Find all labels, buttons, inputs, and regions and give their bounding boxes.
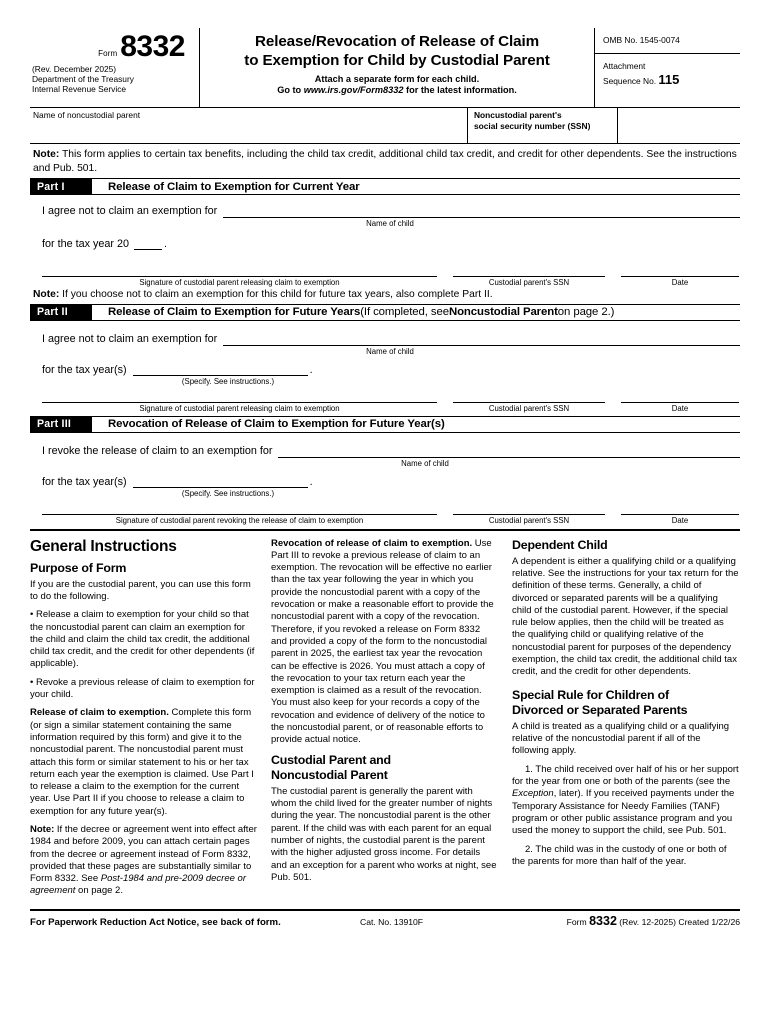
part-1-badge: Part I [30, 179, 92, 194]
part-1-body [30, 195, 740, 303]
noncustodial-ssn-field[interactable] [618, 108, 740, 143]
part-2-title-paren-a: (If completed, see [360, 306, 449, 319]
part-2-title-paren-b: on page 2.) [557, 306, 615, 319]
top-note [30, 144, 740, 178]
special-rule-item-1 [512, 764, 739, 838]
department-line-1: Department of the Treasury [32, 74, 134, 84]
form-number: 8332 [120, 30, 185, 63]
attachment-label: Attachment [603, 61, 646, 71]
purpose-intro-paragraph: If you are the custodial parent, you can use this form to do the following. [30, 578, 251, 602]
instructions-column-3 [512, 538, 739, 904]
form-revision-date: (Rev. December 2025) [32, 64, 117, 74]
special-rule-item-2: 2. The child was in the custody of one or both of the parents for more than half of the year. [512, 843, 727, 867]
part-3-revoke-label: I revoke the release of claim to an exemption for [42, 444, 273, 457]
footer-form-suffix: (Rev. 12-2025) Created 1/22/26 [619, 916, 740, 927]
part-1-date-caption: Date [671, 278, 689, 288]
part-2-agree-label: I agree not to claim an exemption for [42, 332, 218, 345]
part-3-taxyear-label: for the tax year(s) [42, 475, 127, 488]
form-number-block [32, 30, 193, 63]
part-3-signature-block [42, 514, 437, 525]
form-page [30, 28, 740, 1003]
part-3-body [30, 433, 740, 525]
decree-note-text-a: If the decree or agreement went into effect after 1984 and before 2009, you can attach certain pages from the decree or agreement instead of Form 8332, provided that these pages are substantially similar to Form 8332. See [30, 824, 257, 885]
custodial-parent-heading [271, 753, 498, 783]
attachment-sequence-block [595, 54, 740, 107]
top-note-text: This form applies to certain tax benefits, including the child tax credit, additional child tax credit, and credit for other dependents. See the instructions and Pub. 501. [33, 149, 737, 174]
top-note-label: Note: [33, 149, 60, 160]
purpose-of-form-heading: Purpose of Form [30, 560, 127, 575]
part-3-revoke-row [30, 445, 740, 458]
general-instructions-heading: General Instructions [30, 537, 177, 555]
sequence-label: Sequence No. [603, 75, 657, 86]
part-2-title-ref: Noncustodial Parent [448, 306, 558, 319]
part-2-custodial-ssn-block [453, 402, 605, 413]
part-3-signature-row [30, 514, 740, 525]
form-footer [30, 911, 740, 928]
part-3-child-caption: Name of child [401, 458, 449, 468]
part-3-title: Revocation of Release of Claim to Exemption for Future Year(s) [108, 418, 445, 431]
part-1-child-name-input[interactable] [223, 205, 740, 218]
omb-number: OMB No. 1545-0074 [595, 28, 740, 54]
release-of-claim-paragraph [30, 707, 257, 818]
identity-row [30, 108, 740, 144]
part-1-agree-label: I agree not to claim an exemption for [42, 205, 218, 218]
part-1-custodial-ssn-caption: Custodial parent's SSN [488, 278, 570, 288]
goto-suffix: for the latest information. [403, 85, 517, 96]
part-3-taxyear-input[interactable] [133, 475, 308, 488]
part-1-child-caption: Name of child [366, 219, 414, 229]
part-3-taxyear-row [30, 475, 740, 488]
decree-note-text-b: on page 2. [75, 885, 123, 897]
ssn-label-line-2: social security number (SSN) [474, 121, 591, 132]
part-2-child-caption: Name of child [366, 346, 414, 356]
part-2-child-name-input[interactable] [223, 333, 740, 346]
custodial-parent-heading-line-2: Noncustodial Parent [271, 767, 388, 782]
special-rule-heading-line-1: Special Rule for Children of [512, 687, 669, 702]
part-1-signature-block [42, 276, 437, 287]
revocation-paragraph [271, 538, 498, 747]
instructions-section [30, 531, 740, 904]
part-2-specify-caption: (Specify. See instructions.) [181, 376, 275, 386]
part-1-signature-caption: Signature of custodial parent releasing claim to exemption [139, 278, 340, 288]
release-of-claim-heading: Release of claim to exemption. [30, 707, 169, 719]
instructions-column-2 [271, 538, 498, 904]
special-rule-heading [512, 688, 739, 718]
dependent-child-text: A dependent is either a qualifying child or a qualifying relative. See the instructions for your tax return for the definition of these terms. Generally, a child of divorced or separated parents will be a qualifying child of the custodial parent. However, if the special rule below applies, then the child will be treated as the qualifying child or qualifying relative of the noncustodial parent for purposes of the dependency exemption, the child tax credit, the additional child tax credit, and the credit for other dependents. [512, 555, 739, 678]
decree-note-label: Note: [30, 824, 55, 835]
sequence-number: 115 [658, 71, 680, 87]
special-rule-exception-ref: Exception [512, 788, 554, 800]
special-rule-item-1-b: , later). If you received payments under the Temporary Assistance for Needy Families (TANF) program or other public assistance program and you used the money to support the child, see Pub. 501. [512, 788, 735, 837]
part-1-date-block [621, 276, 739, 287]
form-subtitle-attach: Attach a separate form for each child. [314, 74, 480, 85]
decree-note-paragraph [30, 824, 257, 898]
dependent-child-heading: Dependent Child [512, 537, 608, 552]
part-2-agree-row [30, 333, 740, 346]
part-3-custodial-ssn-block [453, 514, 605, 525]
noncustodial-name-label: Name of noncustodial parent [33, 110, 141, 120]
special-rule-item-1-a: 1. The child received over half of his or her support for the year from one or both of the parents (see the [512, 763, 739, 788]
part-2-body [30, 321, 740, 413]
form-word-label: Form [98, 49, 118, 58]
part-1-title: Release of Claim to Exemption for Current Year [108, 180, 360, 193]
form-title-line-1: Release/Revocation of Release of Claim [254, 33, 540, 50]
part-2-title-main: Release of Claim to Exemption for Future Years [108, 306, 361, 319]
part-1-note-label: Note: [33, 289, 60, 301]
department-block [32, 75, 193, 95]
part-2-header [30, 304, 740, 321]
part-2-signature-block [42, 402, 437, 413]
part-1-note-text: If you choose not to claim an exemption for this child for future tax years, also complete Part II. [59, 289, 493, 301]
part-2-title [92, 305, 614, 320]
part-1-taxyear-row [30, 238, 740, 250]
footer-form-number: 8332 [589, 913, 617, 928]
ssn-label-line-1: Noncustodial parent's [474, 110, 562, 120]
form-title-line-2: to Exemption for Child by Custodial Parent [244, 51, 550, 69]
part-1-signature-row [30, 276, 740, 287]
part-2-taxyear-row [30, 363, 740, 376]
special-rule-text: A child is treated as a qualifying child or a qualifying relative of the noncustodial parent if all of the following apply. [512, 720, 730, 757]
part-2-custodial-ssn-caption: Custodial parent's SSN [488, 403, 570, 413]
part-2-taxyear-label: for the tax year(s) [42, 363, 127, 376]
part-3-custodial-ssn-caption: Custodial parent's SSN [488, 515, 570, 525]
part-3-header [30, 416, 740, 433]
footer-form-identity [535, 914, 740, 928]
part-1-taxyear-period: . [164, 238, 168, 251]
header-form-identity [30, 28, 200, 107]
part-3-badge: Part III [30, 417, 92, 432]
part-3-signature-caption: Signature of custodial parent revoking the release of claim to exemption [115, 515, 364, 525]
instructions-column-1 [30, 538, 257, 904]
form-subtitle-url [200, 85, 594, 95]
part-2-signature-row [30, 402, 740, 413]
revocation-heading: Revocation of release of claim to exemption. [271, 537, 473, 549]
header-omb-block [595, 28, 740, 107]
purpose-bullet-1: • Release a claim to exemption for your child so that the noncustodial parent can claim an exemption for the child and claim the child tax credit, the additional child tax credit, and the credit for other dependents (if applicable). [30, 609, 255, 670]
part-3-specify-caption: (Specify. See instructions.) [181, 488, 275, 498]
noncustodial-name-field[interactable] [30, 108, 468, 143]
part-2-date-block [621, 402, 739, 413]
part-3-date-caption: Date [671, 515, 689, 525]
form-header [30, 28, 740, 108]
release-of-claim-text: Complete this form (or sign a similar statement containing the same information required by this form) and give it to the noncustodial parent. The noncustodial parent must attach this form or similar statement to his or her tax return each year the exemption is claimed. Use Part I to release a claim to the exemption for the current year. Use Part II if you choose to release a claim to exemption for any future year(s). [30, 707, 254, 817]
irs-url-link[interactable]: www.irs.gov/Form8332 [303, 85, 404, 96]
paperwork-notice: For Paperwork Reduction Act Notice, see back of form. [30, 916, 281, 928]
part-1-custodial-ssn-block [453, 276, 605, 287]
part-3-date-block [621, 514, 739, 525]
custodial-parent-text: The custodial parent is generally the parent with whom the child lived for the greater number of nights during the year. The noncustodial parent is the other parent. If the child was with each parent for an equal number of nights, the custodial parent is the parent with the higher adjusted gross income. For details and an exception for a parent who works at night, see Pub. 501. [271, 785, 497, 883]
purpose-bullet-2: • Revoke a previous release of claim to exemption for your child. [30, 676, 255, 701]
part-1-note [30, 287, 740, 303]
part-1-taxyear-label: for the tax year 20 [42, 238, 130, 251]
part-2-signature-caption: Signature of custodial parent releasing claim to exemption [139, 403, 340, 413]
header-title-block [200, 28, 595, 107]
part-1-header [30, 178, 740, 195]
catalog-number: Cat. No. 13910F [360, 916, 424, 927]
part-1-taxyear-input[interactable] [134, 239, 162, 250]
noncustodial-ssn-label-cell [468, 108, 618, 143]
part-2-taxyear-input[interactable] [133, 363, 308, 376]
part-2-taxyear-period: . [309, 363, 313, 376]
part-2-date-caption: Date [671, 403, 689, 413]
decree-note-italic-ref: Post-1984 and pre-2009 decree or agreement [30, 873, 247, 897]
special-rule-heading-line-2: Divorced or Separated Parents [512, 702, 688, 717]
revocation-text: Use Part III to revoke a previous release of claim to an exemption. The revocation will be effective no earlier than the tax year following the year in which you provide the noncustodial parent with a copy of the revocation or make a reasonable effort to provide the noncustodial parent with a copy of the revocation. Therefore, if you revoked a release on Form 8332 and provided a copy of the form to the noncustodial parent in 2025, the earliest tax year the revocation can be effective is 2026. You must attach a copy of the revocation to your tax return each year the exemption is claimed as a result of the revocation. You must also keep for your records a copy of the revocation and evidence of delivery of the notice to the noncustodial parent, or of reasonable efforts to provide actual notice. [271, 537, 494, 746]
part-3-taxyear-period: . [309, 475, 313, 488]
sequence-line [603, 72, 740, 89]
department-line-2: Internal Revenue Service [32, 83, 127, 94]
part-3-child-name-input[interactable] [278, 445, 740, 458]
part-2-badge: Part II [30, 305, 92, 320]
goto-prefix: Go to [277, 85, 304, 96]
part-1-agree-row [30, 205, 740, 218]
custodial-parent-heading-line-1: Custodial Parent and [271, 752, 391, 767]
footer-form-word: Form [566, 916, 587, 927]
